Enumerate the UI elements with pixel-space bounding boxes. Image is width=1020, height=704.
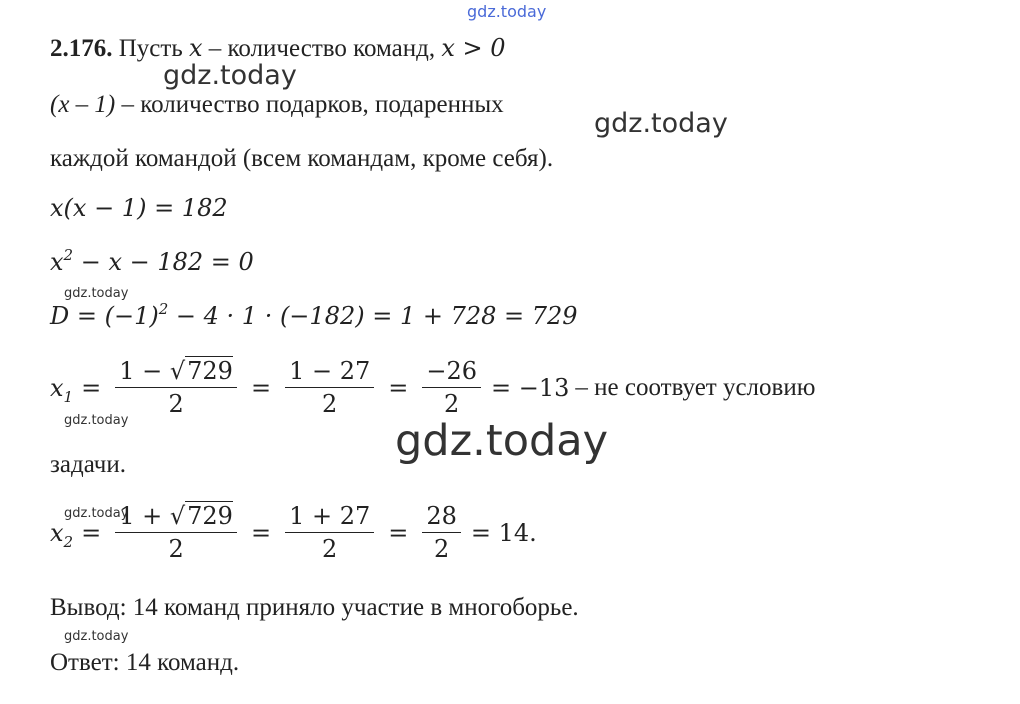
x2-fraction-2: $\frac{1 + 27}{2}$ — [285, 503, 374, 563]
watermark-2: gdz.today — [594, 108, 728, 139]
x1-fraction-2: $\frac{1 - 27}{2}$ — [285, 358, 374, 418]
equals-sign: = — [81, 373, 102, 402]
disc-start: D = (−1) — [50, 302, 159, 330]
x1-fraction-1: $\frac{1 - √729}{2}$ — [115, 358, 237, 418]
eq2-rest: − x − 182 = 0 — [73, 248, 254, 276]
answer-text: Ответ: 14 команд. — [50, 649, 240, 676]
eq2-exponent: 2 — [63, 246, 74, 264]
condition: x > 0 — [441, 34, 506, 62]
problem-line-3: каждой командой (всем командам, кроме себя). — [50, 145, 554, 172]
watermark-3: gdz.today — [64, 286, 129, 301]
x1-result: = −13 — [491, 373, 570, 402]
var-x: x — [188, 34, 203, 62]
disc-exponent: 2 — [158, 300, 169, 318]
equals-sign: = — [250, 518, 272, 547]
equals-sign: = — [388, 518, 409, 547]
equals-sign: = — [388, 373, 409, 402]
problem-line-1 — [50, 36, 506, 61]
x1-row — [50, 358, 815, 418]
watermark-top: gdz.today — [467, 2, 547, 21]
equals-sign: = — [81, 518, 102, 547]
equation-1: x(x − 1) = 182 — [50, 194, 228, 222]
x2-fraction-1: $\frac{1 + √729}{2}$ — [115, 503, 237, 563]
disc-rest: − 4 · 1 · (−182) = 1 + 728 = 729 — [168, 302, 578, 330]
x2-lhs: $x_2$ — [50, 518, 74, 551]
x1-lhs: $x_1$ — [50, 373, 74, 406]
dash-text: – количество команд, — [208, 35, 436, 62]
watermark-large: gdz.today — [395, 416, 609, 466]
equals-sign: = — [250, 373, 272, 402]
watermark-1: gdz.today — [163, 60, 297, 91]
watermark-5: gdz.today — [64, 506, 129, 521]
x2-fraction-3: $\frac{28}{2}$ — [422, 503, 461, 563]
x2-row — [50, 503, 537, 563]
x2-result: = 14. — [470, 518, 537, 547]
problem-number: 2.176. — [50, 35, 113, 62]
problem-line-2 — [50, 92, 504, 117]
line2-text: количество подарков, подаренных — [140, 91, 504, 118]
sqrt-sign: √ — [169, 357, 186, 385]
sqrt-sign: √ — [169, 502, 186, 530]
equation-2 — [50, 246, 254, 276]
x1-fraction-3: $\frac{-26}{2}$ — [422, 358, 481, 418]
eq2-x: x — [50, 248, 64, 276]
conclusion-text: Вывод: 14 команд приняло участие в многоборье. — [50, 594, 579, 621]
watermark-6: gdz.today — [64, 629, 129, 644]
watermark-4: gdz.today — [64, 413, 129, 428]
x1-note: – не соотвует условию — [575, 373, 816, 401]
line2-expr: (x – 1) – — [50, 91, 134, 118]
x1-note-continuation: задачи. — [50, 451, 126, 478]
discriminant — [50, 300, 578, 330]
intro-text: Пусть — [118, 35, 183, 62]
